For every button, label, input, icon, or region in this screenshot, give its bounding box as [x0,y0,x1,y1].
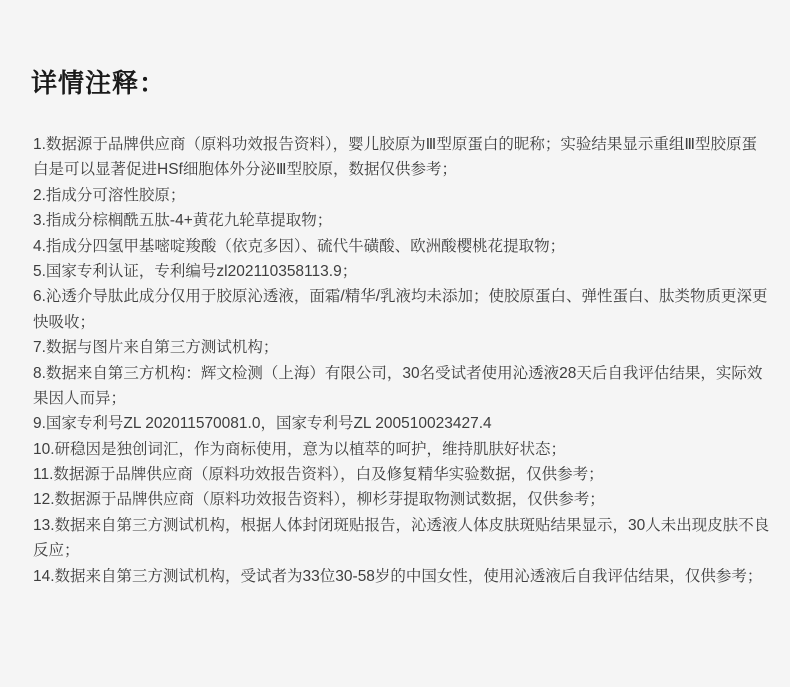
note-line: 14.数据来自第三方测试机构，受试者为33位30-58岁的中国女性，使用沁透液后自我评估结果，仅供参考； [33,567,763,585]
note-line: 9.国家专利号ZL 202011570081.0，国家专利号ZL 200510023427.4 [33,415,492,433]
page-title: 详情注释： [31,68,167,98]
note-line: 12.数据源于品牌供应商（原料功效报告资料），柳杉芽提取物测试数据，仅供参考； [33,491,605,509]
note-line: 1.数据源于品牌供应商（原料功效报告资料），婴儿胶原为Ⅲ型原蛋白的昵称；实验结果显示重组Ⅲ型胶原蛋 [33,136,758,153]
note-line: 10.研稳因是独创词汇，作为商标使用，意为以植萃的呵护，维持肌肤好状态； [33,440,567,458]
note-line: 8.数据来自第三方机构：辉文检测（上海）有限公司，30名受试者使用沁透液28天后自我评估结果，实际效 [33,364,763,382]
notes-section [33,132,778,589]
note-line: 13.数据来自第三方测试机构，根据人体封闭斑贴报告，沁透液人体皮肤斑贴结果显示，30人未出现皮肤不良 [33,516,770,534]
note-line: 4.指成分四氢甲基嘧啶羧酸（依克多因）、硫代牛磺酸、欧洲酸樱桃花提取物； [33,237,566,255]
note-line: 3.指成分棕榈酰五肽-4+黄花九轮草提取物； [33,212,333,230]
note-line: 果因人而异； [33,389,127,407]
note-line: 反应； [33,542,80,560]
note-line: 7.数据与图片来自第三方测试机构； [33,339,279,357]
note-line: 快吸收； [33,313,96,331]
note-line: 11.数据源于品牌供应商（原料功效报告资料），白及修复精华实验数据，仅供参考； [33,466,604,484]
note-line: 5.国家专利认证，专利编号zl202110358113.9； [33,262,358,280]
note-line: 2.指成分可溶性胶原； [33,186,186,204]
note-line: 6.沁透介导肽此成分仅用于胶原沁透液，面霜/精华/乳液均未添加；使胶原蛋白、弹性蛋白、肽类物质更深更 [33,288,768,306]
note-line: 白是可以显著促进HSf细胞体外分泌Ⅲ型胶原，数据仅供参考； [33,161,458,179]
